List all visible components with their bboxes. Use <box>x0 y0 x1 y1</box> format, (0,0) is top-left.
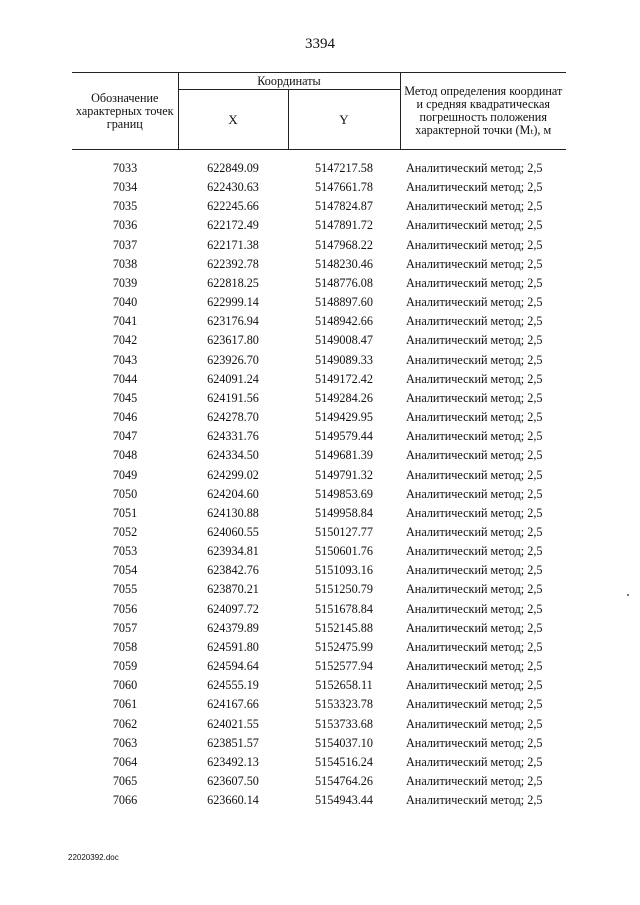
point-id-cell: 7041 <box>112 314 138 329</box>
coord-y-cell: 5152145.88 <box>315 620 373 635</box>
method-cell: Аналитический метод; 2,5 <box>406 601 543 616</box>
method-cell: Аналитический метод; 2,5 <box>406 390 543 405</box>
page-number: 3394 <box>305 36 335 52</box>
coord-x-cell: 622430.63 <box>207 180 259 195</box>
table-header <box>72 73 566 150</box>
table-row <box>72 370 566 389</box>
coord-y-cell: 5152577.94 <box>315 659 373 674</box>
point-id-cell: 7044 <box>112 371 138 386</box>
coord-y-cell: 5147824.87 <box>315 199 373 214</box>
scan-speck <box>627 594 629 596</box>
coord-x-cell: 624278.70 <box>207 410 259 425</box>
coord-x-cell: 624091.24 <box>207 371 259 386</box>
coord-y-cell: 5149429.95 <box>315 410 373 425</box>
point-id-cell: 7066 <box>112 793 138 808</box>
table-row <box>72 638 566 657</box>
coord-y-cell: 5153733.68 <box>315 716 373 731</box>
header-x: X <box>178 90 288 150</box>
coord-y-cell: 5149172.42 <box>315 371 373 386</box>
table-row <box>72 580 566 599</box>
method-cell: Аналитический метод; 2,5 <box>406 467 543 482</box>
coord-x-cell: 622849.09 <box>207 161 259 175</box>
table-row <box>72 255 566 274</box>
method-cell: Аналитический метод; 2,5 <box>406 352 543 367</box>
coord-x-cell: 623851.57 <box>207 735 259 750</box>
table-row <box>72 216 566 235</box>
table-row <box>72 178 566 197</box>
coord-y-cell: 5149791.32 <box>315 467 373 482</box>
point-id-cell: 7049 <box>112 467 138 482</box>
table-row <box>72 293 566 312</box>
table-row <box>72 351 566 370</box>
method-cell: Аналитический метод; 2,5 <box>406 180 543 195</box>
coord-x-cell: 623617.80 <box>207 333 259 348</box>
method-cell: Аналитический метод; 2,5 <box>406 563 543 578</box>
table-row <box>72 504 566 523</box>
coord-x-cell: 622245.66 <box>207 199 259 214</box>
method-cell: Аналитический метод; 2,5 <box>406 429 543 444</box>
coord-y-cell: 5151678.84 <box>315 601 373 616</box>
coord-y-cell: 5148230.46 <box>315 256 373 271</box>
method-cell: Аналитический метод; 2,5 <box>406 333 543 348</box>
method-cell: Аналитический метод; 2,5 <box>406 161 543 175</box>
coord-x-cell: 623926.70 <box>207 352 259 367</box>
coord-x-cell: 624204.60 <box>207 486 259 501</box>
coord-y-cell: 5152475.99 <box>315 639 373 654</box>
coord-y-cell: 5147661.78 <box>315 180 373 195</box>
method-cell: Аналитический метод; 2,5 <box>406 486 543 501</box>
point-id-cell: 7055 <box>112 582 138 597</box>
coord-y-cell: 5148776.08 <box>315 275 373 290</box>
coord-x-cell: 623842.76 <box>207 563 259 578</box>
header-coordinates: Координаты <box>178 73 400 90</box>
method-cell: Аналитический метод; 2,5 <box>406 774 543 788</box>
header-method: Метод определения координат и средняя квадратическая погрешность положения характерной точки (Mₜ), м <box>400 73 566 150</box>
method-cell: Аналитический метод; 2,5 <box>406 716 543 731</box>
method-cell: Аналитический метод; 2,5 <box>406 524 543 539</box>
coord-y-cell: 5147217.58 <box>315 161 373 175</box>
method-cell: Аналитический метод; 2,5 <box>406 199 543 214</box>
method-cell: Аналитический метод; 2,5 <box>406 410 543 425</box>
point-id-cell: 7047 <box>112 429 138 444</box>
coord-x-cell: 622818.25 <box>207 275 259 290</box>
method-cell: Аналитический метод; 2,5 <box>406 735 543 750</box>
point-id-cell: 7033 <box>112 161 138 175</box>
method-cell: Аналитический метод; 2,5 <box>406 275 543 290</box>
coord-y-cell: 5153323.78 <box>315 697 373 712</box>
point-id-cell: 7061 <box>112 697 138 712</box>
table-row <box>72 236 566 255</box>
method-cell: Аналитический метод; 2,5 <box>406 639 543 654</box>
point-id-cell: 7063 <box>112 735 138 750</box>
coord-y-cell: 5154516.24 <box>315 754 373 769</box>
method-cell: Аналитический метод; 2,5 <box>406 754 543 769</box>
coord-x-cell: 624060.55 <box>207 524 259 539</box>
coord-y-cell: 5149284.26 <box>315 390 373 405</box>
table-row <box>72 619 566 638</box>
table-row <box>72 695 566 714</box>
coord-x-cell: 624555.19 <box>207 678 259 693</box>
table-row <box>72 389 566 408</box>
point-id-cell: 7037 <box>112 237 138 252</box>
coord-x-cell: 624191.56 <box>207 390 259 405</box>
coord-y-cell: 5149579.44 <box>315 429 373 444</box>
coord-y-cell: 5151093.16 <box>315 563 373 578</box>
method-cell: Аналитический метод; 2,5 <box>406 218 543 233</box>
coord-x-cell: 623607.50 <box>207 774 259 788</box>
method-cell: Аналитический метод; 2,5 <box>406 582 543 597</box>
coord-x-cell: 623934.81 <box>207 544 259 559</box>
coord-y-cell: 5149853.69 <box>315 486 373 501</box>
table-row <box>72 676 566 695</box>
table-row <box>72 427 566 446</box>
table-row <box>72 772 566 791</box>
method-cell: Аналитический метод; 2,5 <box>406 544 543 559</box>
coordinates-table-wrapper <box>72 72 566 810</box>
point-id-cell: 7046 <box>112 410 138 425</box>
coord-y-cell: 5150127.77 <box>315 524 373 539</box>
point-id-cell: 7057 <box>112 620 138 635</box>
footer-filename: 22020392.doc <box>68 853 119 862</box>
point-id-cell: 7058 <box>112 639 138 654</box>
table-row <box>72 312 566 331</box>
method-cell: Аналитический метод; 2,5 <box>406 314 543 329</box>
coord-x-cell: 624594.64 <box>207 659 259 674</box>
table-row <box>72 561 566 580</box>
point-id-cell: 7045 <box>112 390 138 405</box>
coord-y-cell: 5147968.22 <box>315 237 373 252</box>
point-id-cell: 7056 <box>112 601 138 616</box>
coord-y-cell: 5149008.47 <box>315 333 373 348</box>
coord-x-cell: 624379.89 <box>207 620 259 635</box>
header-y: Y <box>288 90 400 150</box>
coord-y-cell: 5154037.10 <box>315 735 373 750</box>
point-id-cell: 7053 <box>112 544 138 559</box>
table-row <box>72 600 566 619</box>
method-cell: Аналитический метод; 2,5 <box>406 678 543 693</box>
method-cell: Аналитический метод; 2,5 <box>406 620 543 635</box>
point-id-cell: 7040 <box>112 295 138 310</box>
coord-y-cell: 5150601.76 <box>315 544 373 559</box>
point-id-cell: 7038 <box>112 256 138 271</box>
coord-x-cell: 624021.55 <box>207 716 259 731</box>
table-row <box>72 485 566 504</box>
coord-x-cell: 623660.14 <box>207 793 259 808</box>
point-id-cell: 7060 <box>112 678 138 693</box>
point-id-cell: 7048 <box>112 448 138 463</box>
coord-x-cell: 624097.72 <box>207 601 259 616</box>
point-id-cell: 7059 <box>112 659 138 674</box>
table-row <box>72 466 566 485</box>
coord-y-cell: 5149681.39 <box>315 448 373 463</box>
point-id-cell: 7042 <box>112 333 138 348</box>
point-id-cell: 7043 <box>112 352 138 367</box>
coord-x-cell: 623492.13 <box>207 754 259 769</box>
point-id-cell: 7062 <box>112 716 138 731</box>
coord-x-cell: 624299.02 <box>207 467 259 482</box>
method-cell: Аналитический метод; 2,5 <box>406 371 543 386</box>
method-cell: Аналитический метод; 2,5 <box>406 295 543 310</box>
table-row <box>72 523 566 542</box>
point-id-cell: 7051 <box>112 505 138 520</box>
point-id-cell: 7050 <box>112 486 138 501</box>
coord-y-cell: 5152658.11 <box>315 678 373 693</box>
point-id-cell: 7039 <box>112 275 138 290</box>
header-point: Обозначение характерных точек границ <box>72 73 178 150</box>
table-row <box>72 446 566 465</box>
method-cell: Аналитический метод; 2,5 <box>406 237 543 252</box>
coord-y-cell: 5147891.72 <box>315 218 373 233</box>
method-cell: Аналитический метод; 2,5 <box>406 659 543 674</box>
table-row <box>72 408 566 427</box>
coordinates-table <box>72 72 566 810</box>
method-cell: Аналитический метод; 2,5 <box>406 256 543 271</box>
point-id-cell: 7052 <box>112 524 138 539</box>
point-id-cell: 7035 <box>112 199 138 214</box>
table-row <box>72 657 566 676</box>
table-row <box>72 715 566 734</box>
coord-y-cell: 5154943.44 <box>315 793 373 808</box>
point-id-cell: 7036 <box>112 218 138 233</box>
coord-x-cell: 624334.50 <box>207 448 259 463</box>
point-id-cell: 7054 <box>112 563 138 578</box>
table-row <box>72 791 566 810</box>
table-row <box>72 753 566 772</box>
method-cell: Аналитический метод; 2,5 <box>406 448 543 463</box>
coord-x-cell: 622171.38 <box>207 237 259 252</box>
point-id-cell: 7034 <box>112 180 138 195</box>
point-id-cell: 7064 <box>112 754 138 769</box>
method-cell: Аналитический метод; 2,5 <box>406 505 543 520</box>
coord-y-cell: 5154764.26 <box>315 774 373 788</box>
coord-x-cell: 624331.76 <box>207 429 259 444</box>
table-row <box>72 331 566 350</box>
coord-y-cell: 5151250.79 <box>315 582 373 597</box>
coord-y-cell: 5148942.66 <box>315 314 373 329</box>
table-row <box>72 274 566 293</box>
table-row <box>72 734 566 753</box>
coord-x-cell: 624130.88 <box>207 505 259 520</box>
coord-x-cell: 622172.49 <box>207 218 259 233</box>
coord-x-cell: 624167.66 <box>207 697 259 712</box>
table-body <box>72 150 566 811</box>
table-row <box>72 542 566 561</box>
coord-x-cell: 622392.78 <box>207 256 259 271</box>
method-cell: Аналитический метод; 2,5 <box>406 793 543 808</box>
coord-y-cell: 5148897.60 <box>315 295 373 310</box>
table-row <box>72 197 566 216</box>
coord-x-cell: 623176.94 <box>207 314 259 329</box>
coord-y-cell: 5149958.84 <box>315 505 373 520</box>
coord-y-cell: 5149089.33 <box>315 352 373 367</box>
point-id-cell: 7065 <box>112 774 138 788</box>
table-row <box>72 150 566 179</box>
coord-x-cell: 622999.14 <box>207 295 259 310</box>
coord-x-cell: 624591.80 <box>207 639 259 654</box>
coord-x-cell: 623870.21 <box>207 582 259 597</box>
method-cell: Аналитический метод; 2,5 <box>406 697 543 712</box>
